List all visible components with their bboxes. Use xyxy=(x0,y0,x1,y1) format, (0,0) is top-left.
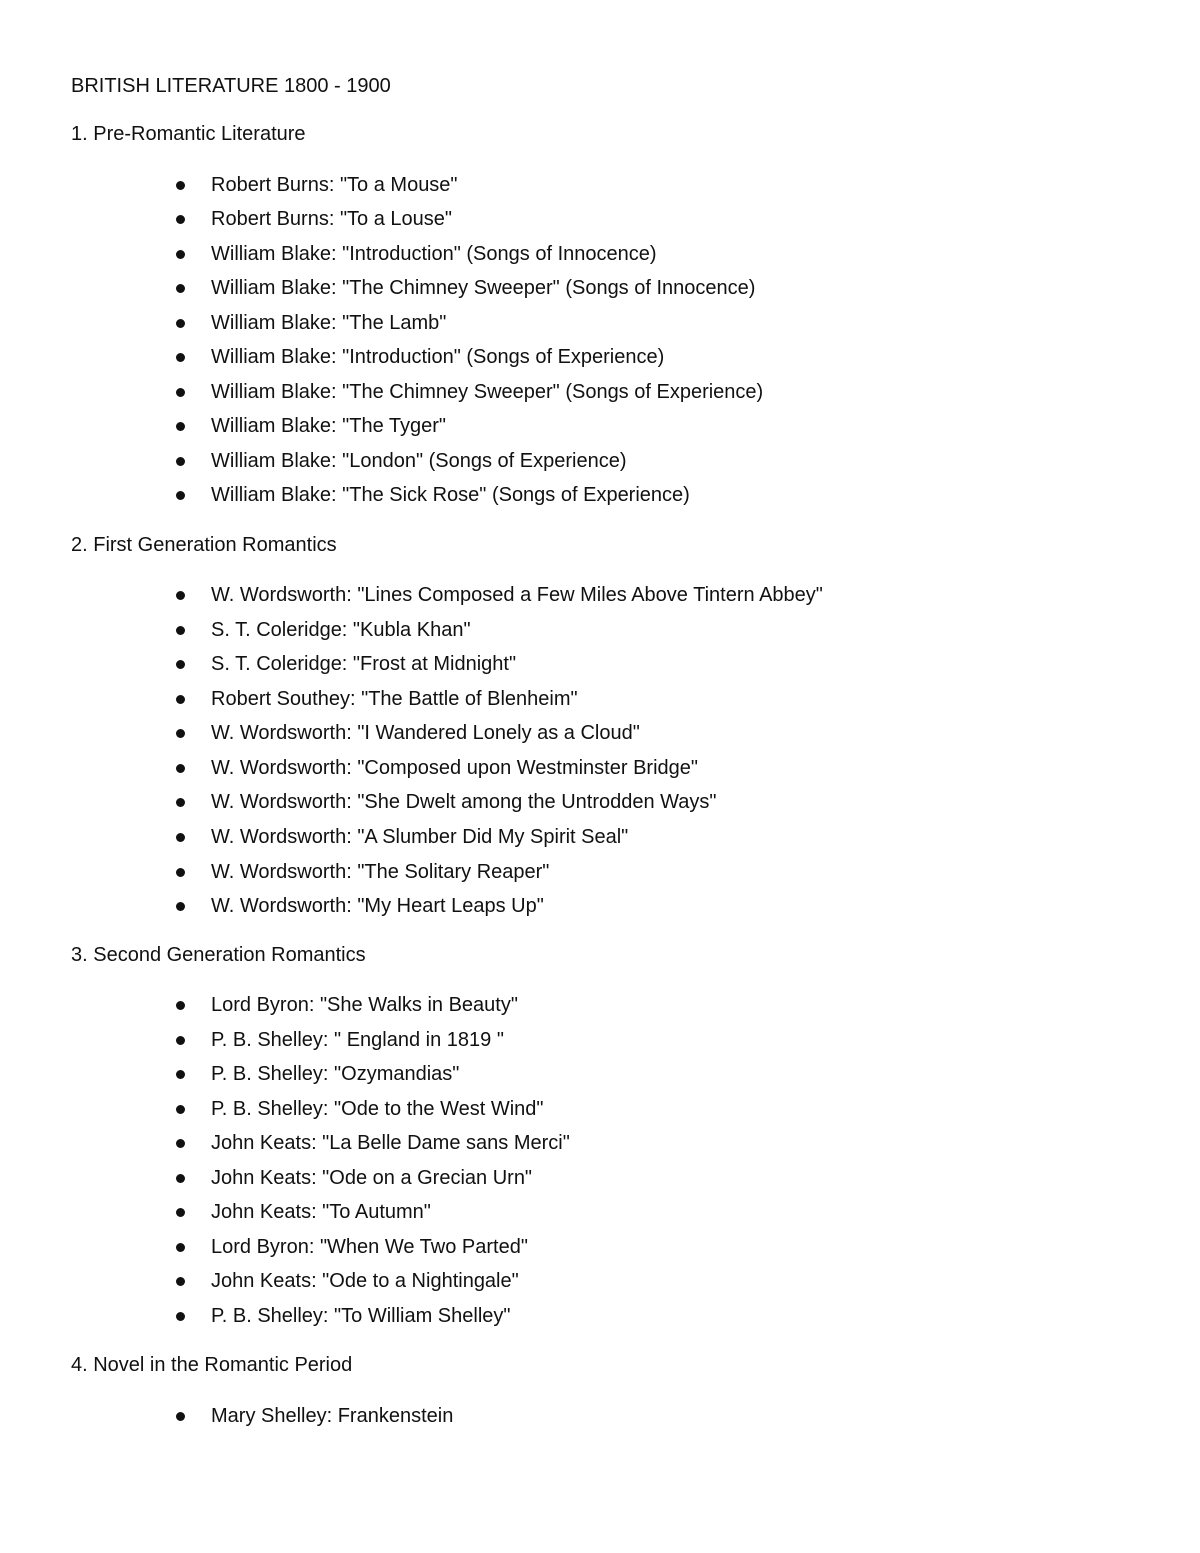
list-item xyxy=(0,344,1100,370)
section-heading: 3. Second Generation Romantics xyxy=(71,944,366,966)
bullet-icon xyxy=(176,284,185,293)
item-text: Mary Shelley: Frankenstein xyxy=(211,1405,454,1427)
bullet-icon xyxy=(176,319,185,328)
item-text: W. Wordsworth: "She Dwelt among the Untrodden Ways" xyxy=(211,791,717,813)
list-item xyxy=(0,310,1100,336)
item-text: S. T. Coleridge: "Kubla Khan" xyxy=(211,619,471,641)
bullet-icon xyxy=(176,457,185,466)
item-text: William Blake: "The Lamb" xyxy=(211,312,447,334)
item-text: Robert Burns: "To a Louse" xyxy=(211,208,452,230)
bullet-icon xyxy=(176,902,185,911)
bullet-icon xyxy=(176,626,185,635)
bullet-icon xyxy=(176,764,185,773)
item-text: W. Wordsworth: "My Heart Leaps Up" xyxy=(211,895,544,917)
bullet-icon xyxy=(176,422,185,431)
list-item xyxy=(0,1234,1100,1260)
list-item xyxy=(0,1268,1100,1294)
item-text: P. B. Shelley: "To William Shelley" xyxy=(211,1305,511,1327)
bullet-icon xyxy=(176,250,185,259)
list-item xyxy=(0,859,1100,885)
item-text: William Blake: "The Sick Rose" (Songs of Experience) xyxy=(211,484,690,506)
item-text: William Blake: "Introduction" (Songs of Experience) xyxy=(211,346,665,368)
bullet-icon xyxy=(176,491,185,500)
list-item xyxy=(0,582,1100,608)
bullet-icon xyxy=(176,1243,185,1252)
item-text: W. Wordsworth: "I Wandered Lonely as a Cloud" xyxy=(211,722,640,744)
list-item xyxy=(0,275,1100,301)
section-heading: 4. Novel in the Romantic Period xyxy=(71,1354,353,1376)
list-item xyxy=(0,1165,1100,1191)
bullet-icon xyxy=(176,868,185,877)
list-item xyxy=(0,1027,1100,1053)
list-item xyxy=(0,1403,1100,1429)
list-item xyxy=(0,482,1100,508)
bullet-icon xyxy=(176,1070,185,1079)
item-text: P. B. Shelley: " England in 1819 " xyxy=(211,1029,504,1051)
item-text: John Keats: "Ode to a Nightingale" xyxy=(211,1270,519,1292)
item-text: John Keats: "La Belle Dame sans Merci" xyxy=(211,1132,570,1154)
list-item xyxy=(0,379,1100,405)
list-item xyxy=(0,448,1100,474)
bullet-icon xyxy=(176,695,185,704)
list-item xyxy=(0,241,1100,267)
bullet-icon xyxy=(176,1105,185,1114)
item-text: W. Wordsworth: "Lines Composed a Few Miles Above Tintern Abbey" xyxy=(211,584,823,606)
bullet-icon xyxy=(176,353,185,362)
bullet-icon xyxy=(176,729,185,738)
document-title: BRITISH LITERATURE 1800 - 1900 xyxy=(71,75,391,97)
bullet-icon xyxy=(176,1208,185,1217)
bullet-icon xyxy=(176,388,185,397)
item-text: P. B. Shelley: "Ozymandias" xyxy=(211,1063,460,1085)
list-item xyxy=(0,824,1100,850)
bullet-icon xyxy=(176,591,185,600)
section-heading: 2. First Generation Romantics xyxy=(71,534,337,556)
item-text: John Keats: "Ode on a Grecian Urn" xyxy=(211,1167,533,1189)
bullet-icon xyxy=(176,833,185,842)
list-item xyxy=(0,720,1100,746)
list-item xyxy=(0,893,1100,919)
list-item xyxy=(0,1096,1100,1122)
bullet-icon xyxy=(176,1277,185,1286)
item-text: William Blake: "The Tyger" xyxy=(211,415,447,437)
bullet-icon xyxy=(176,1174,185,1183)
item-text: W. Wordsworth: "The Solitary Reaper" xyxy=(211,861,550,883)
item-text: S. T. Coleridge: "Frost at Midnight" xyxy=(211,653,517,675)
list-item xyxy=(0,992,1100,1018)
item-text: P. B. Shelley: "Ode to the West Wind" xyxy=(211,1098,544,1120)
bullet-icon xyxy=(176,215,185,224)
item-text: W. Wordsworth: "A Slumber Did My Spirit Seal" xyxy=(211,826,629,848)
item-text: William Blake: "Introduction" (Songs of Innocence) xyxy=(211,243,657,265)
list-item xyxy=(0,1199,1100,1225)
bullet-icon xyxy=(176,1036,185,1045)
item-text: Lord Byron: "When We Two Parted" xyxy=(211,1236,528,1258)
item-text: William Blake: "The Chimney Sweeper" (Songs of Experience) xyxy=(211,381,764,403)
item-text: William Blake: "London" (Songs of Experience) xyxy=(211,450,627,472)
bullet-icon xyxy=(176,660,185,669)
bullet-icon xyxy=(176,1001,185,1010)
list-item xyxy=(0,686,1100,712)
bullet-icon xyxy=(176,181,185,190)
list-item xyxy=(0,206,1100,232)
list-item xyxy=(0,1061,1100,1087)
item-text: W. Wordsworth: "Composed upon Westminster Bridge" xyxy=(211,757,698,779)
bullet-icon xyxy=(176,1412,185,1421)
list-item xyxy=(0,1303,1100,1329)
item-text: William Blake: "The Chimney Sweeper" (Songs of Innocence) xyxy=(211,277,756,299)
bullet-icon xyxy=(176,798,185,807)
item-text: Robert Southey: "The Battle of Blenheim" xyxy=(211,688,578,710)
list-item xyxy=(0,789,1100,815)
list-item xyxy=(0,413,1100,439)
list-item xyxy=(0,172,1100,198)
item-text: Robert Burns: "To a Mouse" xyxy=(211,174,458,196)
list-item xyxy=(0,651,1100,677)
item-text: John Keats: "To Autumn" xyxy=(211,1201,431,1223)
bullet-icon xyxy=(176,1139,185,1148)
bullet-icon xyxy=(176,1312,185,1321)
list-item xyxy=(0,1130,1100,1156)
item-text: Lord Byron: "She Walks in Beauty" xyxy=(211,994,518,1016)
list-item xyxy=(0,755,1100,781)
list-item xyxy=(0,617,1100,643)
section-heading: 1. Pre-Romantic Literature xyxy=(71,123,306,145)
